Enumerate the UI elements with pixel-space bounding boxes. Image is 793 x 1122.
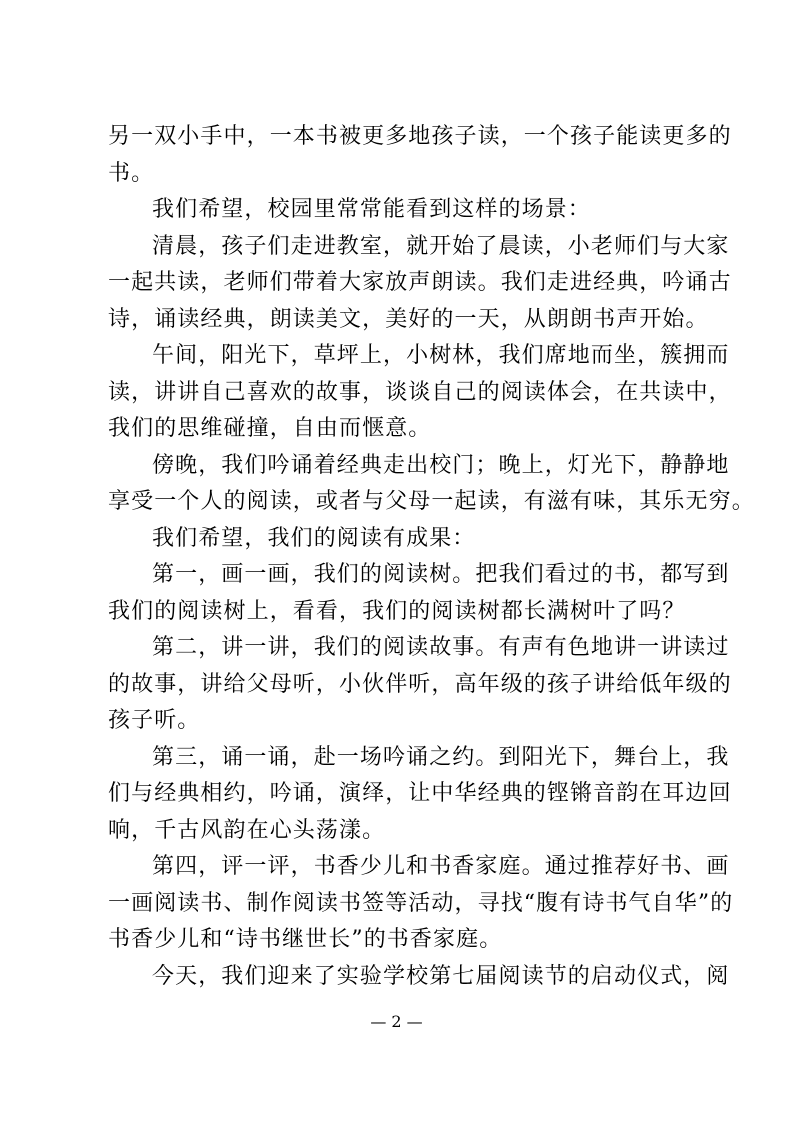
text-line: 响，千古风韵在心头荡漾。 — [108, 817, 386, 843]
text-line: 诗，诵读经典，朗读美文，美好的一天，从朗朗书声开始。 — [108, 306, 709, 332]
text-line: 的故事，讲给父母听，小伙伴听，高年级的孩子讲给低年级的 — [108, 671, 732, 697]
text-line: 一画阅读书、制作阅读书签等活动，寻找“腹有诗书气自华”的 — [108, 890, 734, 916]
text-line: 第二，讲一讲，我们的阅读故事。有声有色地讲一讲读过 — [152, 635, 730, 660]
paragraph — [108, 119, 732, 192]
text-line: 我们的阅读树上，看看，我们的阅读树都长满树叶了吗？ — [108, 598, 686, 624]
paragraph — [108, 521, 690, 558]
text-line: 第四，评一评，书香少儿和书香家庭。通过推荐好书、画 — [152, 854, 730, 879]
text-line: 书香少儿和“诗书继世长”的书香家庭。 — [108, 927, 503, 952]
text-line: 我们希望，我们的阅读有成果： — [152, 525, 476, 551]
text-line: 们与经典相约，吟诵，演绎，让中华经典的铿锵音韵在耳边回 — [108, 781, 732, 806]
paragraph — [108, 448, 755, 521]
document-body — [108, 119, 755, 995]
paragraph — [108, 630, 732, 740]
text-line: 午间，阳光下，草坪上，小树林，我们席地而坐，簇拥而 — [152, 343, 730, 368]
text-line: 傍晚，我们吟诵着经典走出校门；晚上，灯光下，静静地 — [152, 452, 730, 478]
paragraph — [108, 192, 690, 229]
text-line: 清晨，孩子们走进教室，就开始了晨读，小老师们与大家 — [152, 233, 730, 259]
text-line: 孩子听。 — [108, 708, 201, 733]
text-line: 第一，画一画，我们的阅读树。把我们看过的书，都写到 — [152, 562, 730, 587]
text-line: 我们希望，校园里常常能看到这样的场景： — [152, 197, 591, 222]
text-line: 第三，诵一诵，赴一场吟诵之约。到阳光下，舞台上，我 — [152, 744, 730, 770]
paragraph — [108, 338, 732, 448]
paragraph — [108, 557, 730, 630]
text-line: 今天，我们迎来了实验学校第七届阅读节的启动仪式，阅 — [152, 963, 730, 989]
text-line: 另一双小手中，一本书被更多地孩子读，一个孩子能读更多的 — [108, 124, 732, 149]
text-line: 书。 — [108, 160, 155, 186]
text-line: 享受一个人的阅读，或者与父母一起读，有滋有味，其乐无穷。 — [108, 489, 755, 514]
text-line: 读，讲讲自己喜欢的故事，谈谈自己的阅读体会，在共读中， — [108, 379, 732, 405]
paragraph — [108, 849, 734, 959]
text-line: 我们的思维碰撞，自由而惬意。 — [108, 416, 432, 441]
page-number: — 2 — — [370, 1012, 423, 1031]
paragraph — [108, 740, 732, 850]
text-line: 一起共读，老师们带着大家放声朗读。我们走进经典，吟诵古 — [108, 270, 732, 295]
paragraph — [108, 959, 730, 996]
paragraph — [108, 229, 732, 339]
